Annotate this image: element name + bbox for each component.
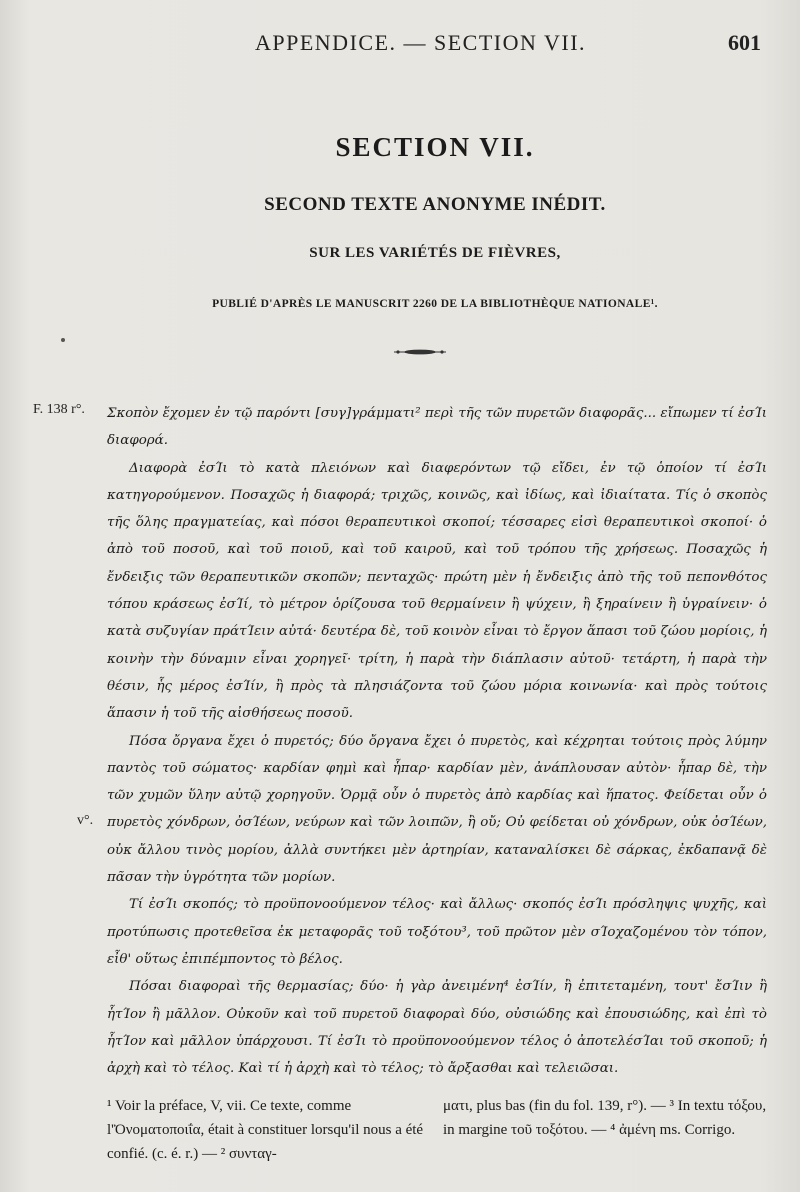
- running-head: [0, 30, 800, 60]
- margin-folio-recto: F. 138 r°.: [33, 402, 85, 417]
- page-number: 601: [728, 30, 761, 55]
- greek-body-text: [107, 400, 767, 1082]
- paragraph-1: Σκοπὸν ἔχομεν ἐν τῷ παρόντι [συγ]γράμματι² περὶ τῆς τῶν πυρετῶν διαφορᾶς... εἴπωμεν τί ἐσΊι διαφορά.: [107, 406, 767, 449]
- ink-dot: [61, 338, 65, 342]
- footnote-left-text: ¹ Voir la préface, V, vii. Ce texte, comme l'Ὀνοματοποιΐα, était à constituer lorsqu'il nous a été confié. (c. é. r.) — ² συνταγ-: [107, 1098, 424, 1162]
- margin-folio-verso: v°.: [77, 813, 94, 828]
- footnotes-right-column: [443, 1094, 767, 1142]
- running-head-title: APPENDICE. — SECTION VII.: [255, 30, 587, 55]
- section-title: SECTION VII.: [335, 132, 535, 162]
- paragraph-2: Διαφορὰ ἐσΊι τὸ κατὰ πλειόνων καὶ διαφερόντων τῷ εἴδει, ἐν τῷ ὁποίον τί ἐσΊι κατηγορούμενον. Ποσαχῶς ἡ διαφορά; τριχῶς, κοινῶς, καὶ ἰδίως, καὶ ἰδιαίτατα. Τίς ὁ σκοπὸς τῆς ὅλης πραγματείας, καὶ πόσοι θεραπευτικοὶ σκοποί; τέσσαρες εἰσὶ θεραπευτικοὶ σκοποί· ὁ ἀπὸ τοῦ ποσοῦ, καὶ τοῦ ποιοῦ, καὶ τοῦ καιροῦ, καὶ τοῦ τρόπου τῆς χρήσεως. Ποσαχῶς ἡ ἔνδειξις τῶν θεραπευτικῶν σκοπῶν; πενταχῶς· πρώτη μὲν ἡ ἔνδειξις ἀπὸ τῆς τοῦ πεπονθότος τόπου κράσεως ἐσΊί, τὸ μέτρον ὁρίζουσα τοῦ θερμαίνειν ἢ ψύχειν, ἢ ξηραίνειν ἢ ὑγραίνειν· ὁ κατὰ συζυγίαν πράτΊειν αὐτά· δευτέρα δὲ, τοῦ κοινὸν εἶναι τὸ ἔργον ἅπασι τοῦ ζώου μορίοις, ἡ κοινὴν τὴν δύναμιν εἶναι χορηγεῖ· τρίτη, ἡ παρὰ τὴν διάπλασιν αὐτοῦ· τετάρτη, ἡ παρὰ τὴν θέσιν, ἧς μέρος ἐσΊίν, ἢ πρὸς τὰ πλησιάζοντα τοῦ ζώου μόρια κοινωνία· καὶ πρὸς τούτοις ἅπασιν ἡ τοῦ τῆς αἰσθήσεως ποσοῦ.: [107, 460, 767, 722]
- section-subtitle: SECOND TEXTE ANONYME INÉDIT.: [264, 194, 606, 215]
- paragraph-3: Πόσα ὄργανα ἔχει ὁ πυρετός; δύο ὄργανα ἔχει ὁ πυρετὸς, καὶ κέχρηται τούτοις πρὸς λύμην παντὸς τοῦ σώματος· καρδίαν φημὶ καὶ ἧπαρ· καρδίαν μὲν, ἀνάπλουσαν αὐτὸν· ἧπαρ δὲ, τὴν τῶν χυμῶν ὕλην αὐτῷ χορηγοῦν. Ὁρμᾷ οὖν ὁ πυρετὸς ἀπὸ καρδίας καὶ ἥπατος. Φείδεται οὖν ὁ πυρετὸς χόνδρων, ὀσΊέων, νεύρων καὶ τῶν λοιπῶν, ἢ οὔ; Οὐ φείδεται οὐ χόνδρων, οὐκ ὀσΊέων, οὐκ ἄλλου τινὸς μορίου, ἀλλὰ συντήκει μὲν ἀρτηρίαν, καταναλίσκει δὲ σάρκας, ἐκδαπανᾷ δὲ πᾶσαν τὴν ὑγρότητα τῶν μορίων.: [107, 733, 767, 886]
- paragraph-4: Τί ἐσΊι σκοπός; τὸ προϋπονοούμενον τέλος· καὶ ἄλλως· σκοπός ἐσΊι πρόσληψις ψυχῆς, καὶ προτύπωσις προτεθεῖσα ἐκ μεταφορᾶς τοῦ τοξότου³, τοῦ πρῶτον μὲν σΊοχαζομένου τὸν τόπον, εἶθ' οὕτως ἐπιπέμποντος τὸ βέλος.: [107, 897, 767, 967]
- section-subtitle-varieties: SUR LES VARIÉTÉS DE FIÈVRES,: [309, 245, 561, 261]
- publication-note: PUBLIÉ D'APRÈS LE MANUSCRIT 2260 DE LA BIBLIOTHÈQUE NATIONALE¹.: [212, 298, 658, 310]
- ornament-rule-icon: [392, 346, 448, 358]
- footnotes-left-column: [107, 1094, 427, 1166]
- paragraph-5: Πόσαι διαφοραὶ τῆς θερμασίας; δύο· ἡ γὰρ ἀνειμένη⁴ ἐσΊίν, ἢ ἐπιτεταμένη, τουτ' ἔσΊιν ἢ ἧτΊον ἢ μᾶλλον. Οὐκοῦν καὶ τοῦ πυρετοῦ διαφοραὶ δύο, οὐσιώδης καὶ ἐπουσιώδης, καὶ ἐπὶ τὸ ἧτΊον καὶ μᾶλλον ὑπάρχουσι. Τί ἐσΊι τὸ προϋπονοούμενον τέλος ὁ ἀποτελέσΊαι τοῦ σκοποῦ; ἡ ἀρχὴ καὶ τὸ τέλος. Καὶ τί ἡ ἀρχὴ καὶ τὸ τέλος; τὸ ἄρξασθαι καὶ τελειῶσαι.: [107, 979, 767, 1077]
- footnote-right-text: ματι, plus bas (fin du fol. 139, r°). — ³ In textu τόξου, in margine τοῦ τοξότου. — ⁴ ἀμένη ms. Corrigo.: [443, 1098, 767, 1138]
